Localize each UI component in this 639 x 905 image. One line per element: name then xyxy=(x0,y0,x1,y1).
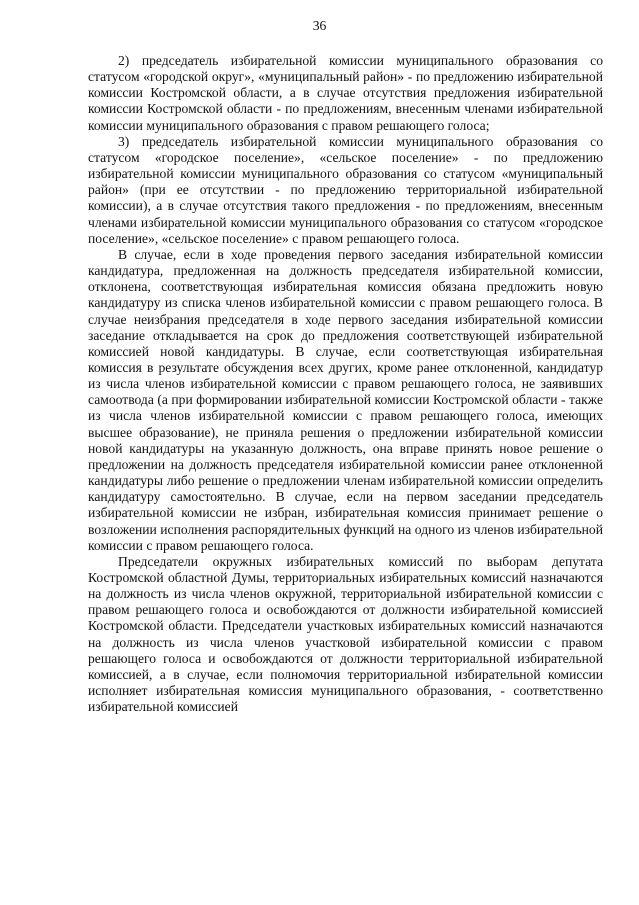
paragraph-item-2: 2) председатель избирательной комиссии муниципального образования со статусом «городской округ», «муниципальный район» - по предложению избирательной комиссии Костромской области, а в случае отсутствия предложения избирательной комиссии Костромской области - по предложениям, внесенным членами избирательной комиссии муниципального образования с правом решающего голоса; xyxy=(88,53,603,133)
document-body xyxy=(88,53,603,715)
page-number: 36 xyxy=(312,18,327,33)
paragraph-chair-appointment: Председатели окружных избирательных комиссий по выборам депутата Костромской областной Думы, территориальных избирательных комиссий назначаются на должность из числа членов окружной, территориальной избирательной комиссии с правом решающего голоса и освобождаются от должности избирательной комиссией Костромской области. Председатели участковых избирательных комиссий назначаются на должность из числа членов участковой избирательной комиссии с правом решающего голоса и освобождаются от должности территориальной избирательной комиссией, а в случае, если полномочия территориальной избирательной комиссии исполняет избирательная комиссия муниципального образования, - соответственно избирательной комиссией xyxy=(88,553,603,715)
paragraph-chair-rejection: В случае, если в ходе проведения первого заседания избирательной комиссии кандидатура, предложенная на должность председателя избирательной комиссии, отклонена, соответствующая избирательная комиссия обязана предложить новую кандидатуру из списка членов избирательной комиссии с правом решающего голоса. В случае неизбрания председателя в ходе первого заседания избирательной комиссии заседание откладывается на срок до предложения соответствующей избирательной комиссией новой кандидатуры. В случае, если соответствующая избирательная комиссия в результате обсуждения всех других, кроме ранее отклоненной, кандидатур из числа членов избирательной комиссии с правом решающего голоса, не заявивших самоотвода (а при формировании избирательной комиссии Костромской области - также из числа членов избирательной комиссии с правом решающего голоса, имеющих высшее образование), не приняла решения о предложении избирательной комиссии новой кандидатуры на указанную должность, она вправе принять новое решение о предложении на должность председателя избирательной комиссии ранее отклоненной кандидатуры либо решение о предложении членам избирательной комиссии определить кандидатуру самостоятельно. В случае, если на первом заседании председатель избирательной комиссии не избран, избирательная комиссия принимает решение о возложении исполнения распорядительных функций на одного из членов избирательной комиссии с правом решающего голоса. xyxy=(88,246,603,553)
paragraph-item-3: 3) председатель избирательной комиссии муниципального образования со статусом «городское поселение», «сельское поселение» - по предложению избирательной комиссии муниципального образования со статусом «муниципальный район» (при ее отсутствии - по предложению территориальной избирательной комиссии), а в случае отсутствия такого предложения - по предложениям, внесенным членами избирательной комиссии муниципального образования со статусом «городское поселение», «сельское поселение» с правом решающего голоса. xyxy=(88,133,603,246)
